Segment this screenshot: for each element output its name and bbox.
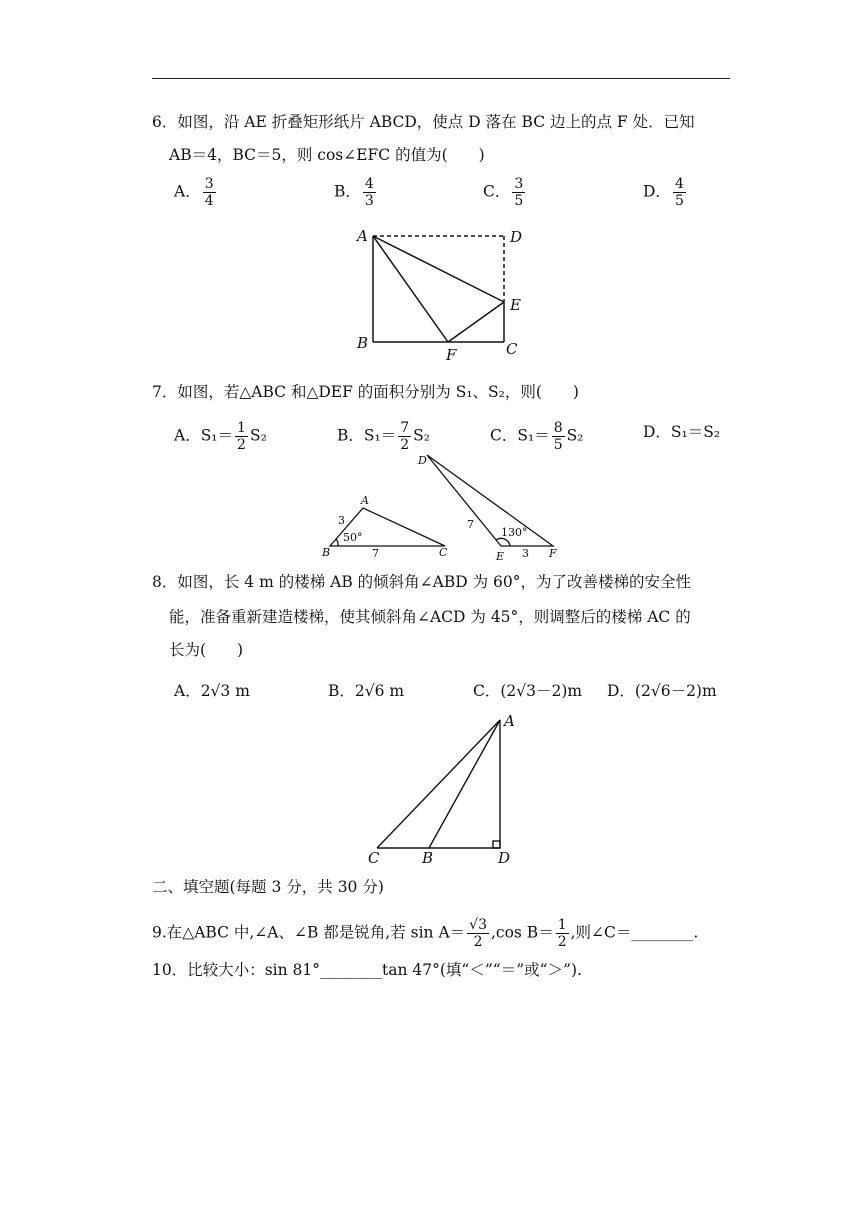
denominator: 2	[400, 437, 410, 453]
denominator: 3	[364, 193, 374, 209]
q9-text-pre: 9.在△ABC 中,∠A、∠B 都是锐角,若 sin A＝	[152, 923, 466, 942]
numerator: 3	[514, 176, 524, 192]
fraction	[203, 176, 216, 209]
option-tail: S₂	[566, 426, 584, 445]
label-e: E	[496, 550, 505, 563]
denominator: 2	[237, 437, 246, 453]
q7-option-c	[490, 420, 583, 453]
q9-stem	[152, 917, 698, 950]
numerator: 4	[364, 176, 374, 192]
label-b: B	[422, 849, 434, 867]
fraction	[673, 176, 686, 209]
stair-ab	[429, 720, 500, 848]
angle-e-value: 130°	[501, 526, 528, 539]
fold-line-ae	[373, 236, 504, 302]
q8-stem-line1: 8．如图，长 4 m 的楼梯 AB 的倾斜角∠ABD 为 60°，为了改善楼梯的安全性	[152, 573, 691, 591]
fraction-sqrt3-over-2	[467, 917, 489, 950]
q8-figure	[362, 708, 532, 868]
length-bc: 7	[372, 547, 379, 560]
length-ab: 3	[338, 514, 345, 527]
fraction	[398, 420, 411, 453]
length-de: 7	[467, 518, 474, 531]
q6-option-b	[334, 176, 378, 209]
label-d: D	[418, 454, 427, 467]
label-c: C	[439, 546, 448, 559]
q7-option-a	[174, 420, 267, 453]
q6-option-d	[643, 176, 688, 209]
q8-option-d: D．(2√6－2)m	[607, 682, 717, 700]
denominator: 2	[557, 934, 567, 950]
segment-af	[373, 236, 448, 342]
triangle-def	[427, 455, 553, 546]
label-d: D	[498, 849, 511, 867]
fraction	[512, 176, 525, 209]
label-d: D	[510, 228, 523, 246]
q9-text-mid: ,cos B＝	[490, 923, 554, 942]
segment-fe	[448, 302, 504, 342]
q7-option-b	[337, 420, 430, 453]
stair-ac	[377, 720, 500, 848]
q6-stem-line1: 6．如图，沿 AE 折叠矩形纸片 ABCD，使点 D 落在 BC 边上的点 F 处．已知	[152, 113, 695, 131]
label-a: A	[357, 227, 368, 245]
right-angle-mark	[493, 841, 500, 848]
option-label: B．S₁＝	[337, 426, 397, 445]
header-rule	[152, 78, 730, 79]
denominator: 5	[674, 193, 684, 209]
q9-text-post: ,则∠C＝________.	[570, 923, 699, 942]
option-label: D．	[643, 182, 671, 201]
q8-option-b: B．2√6 m	[328, 682, 405, 700]
label-a: A	[504, 712, 515, 730]
numerator: 8	[553, 420, 563, 436]
numerator: √3	[469, 917, 487, 933]
denominator: 5	[553, 437, 563, 453]
q10-stem: 10．比较大小：sin 81°________tan 47°(填“＜”“＝”或“＞”).	[152, 961, 582, 979]
q7-stem-line1: 7．如图，若△ABC 和△DEF 的面积分别为 S₁、S₂，则( )	[152, 383, 579, 401]
q6-option-a	[174, 176, 218, 209]
length-ef: 3	[522, 547, 529, 560]
numerator: 3	[204, 176, 214, 192]
option-label: C．	[483, 182, 511, 201]
option-tail: S₂	[249, 426, 267, 445]
fraction	[363, 176, 376, 209]
label-f: F	[549, 547, 557, 560]
q8-option-a: A．2√3 m	[174, 682, 250, 700]
option-label: A．	[174, 182, 201, 201]
q8-stem-line3: 长为( )	[169, 641, 244, 659]
denominator: 5	[514, 193, 524, 209]
label-b: B	[357, 334, 369, 352]
numerator: 1	[237, 420, 246, 436]
q7-figure	[315, 450, 575, 565]
q8-option-c: C．(2√3－2)m	[473, 682, 583, 700]
numerator: 1	[557, 917, 567, 933]
denominator: 4	[204, 193, 214, 209]
q6-figure	[340, 222, 540, 367]
label-c: C	[368, 849, 380, 867]
label-c: C	[506, 340, 518, 358]
q6-stem-line2: AB＝4，BC＝5，则 cos∠EFC 的值为( )	[169, 146, 485, 164]
label-a: A	[361, 494, 369, 507]
q8-stem-line2: 能，准备重新建造楼梯，使其倾斜角∠ACD 为 45°，则调整后的楼梯 AC 的	[169, 608, 691, 626]
option-label: B．	[334, 182, 361, 201]
label-b: B	[322, 546, 331, 559]
label-f: F	[446, 346, 457, 364]
label-e: E	[510, 296, 521, 314]
numerator: 7	[400, 420, 410, 436]
section-title: 二、填空题(每题 3 分，共 30 分)	[152, 878, 384, 896]
angle-b-value: 50°	[343, 531, 363, 544]
option-tail: S₂	[413, 426, 430, 445]
fraction	[552, 420, 565, 453]
option-label: C．S₁＝	[490, 426, 550, 445]
q6-option-c	[483, 176, 527, 209]
option-label: A．S₁＝	[174, 426, 234, 445]
fraction	[235, 420, 248, 453]
numerator: 4	[674, 176, 684, 192]
q7-option-d: D．S₁＝S₂	[643, 423, 721, 441]
angle-b-arc	[336, 539, 338, 546]
fraction-one-half	[556, 917, 569, 950]
denominator: 2	[473, 934, 483, 950]
